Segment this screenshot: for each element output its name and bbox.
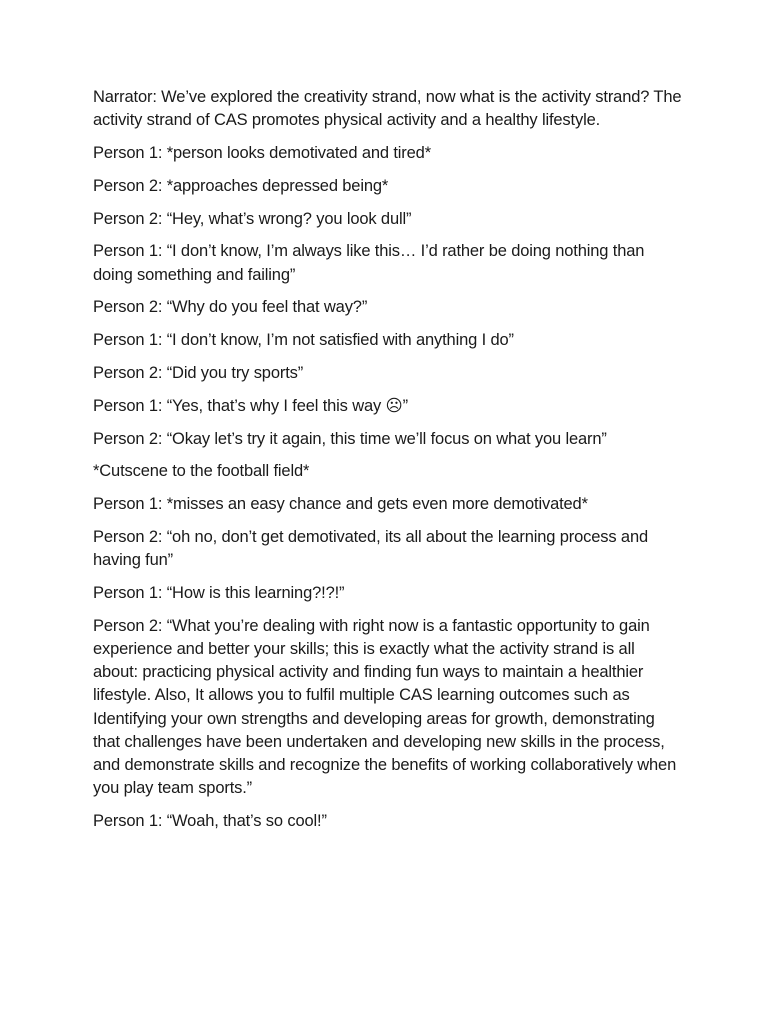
document-body — [93, 86, 683, 843]
dialogue-line: Person 2: “Why do you feel that way?” — [93, 298, 368, 317]
dialogue-line: Person 2: “Did you try sports” — [93, 363, 304, 382]
dialogue-line: Person 2: “oh no, don’t get demotivated, its all about the learning process and having fun” — [93, 527, 649, 570]
dialogue-line: Person 1: *person looks demotivated and tired* — [93, 144, 431, 162]
stage-direction: *Cutscene to the football field* — [93, 462, 310, 481]
narrator-line: Narrator: We’ve explored the creativity strand, now what is the activity strand? The activity strand of CAS promotes physical activity and a healthy lifestyle. — [93, 88, 682, 130]
dialogue-line: Person 2: “Hey, what’s wrong? you look dull” — [93, 209, 412, 228]
dialogue-line: Person 1: “Woah, that’s so cool!” — [93, 811, 327, 830]
dialogue-line: Person 2: “What you’re dealing with right now is a fantastic opportunity to gain experience and better your skills; this is exactly what the activity strand is all about: practicing physical activity and finding fun ways to maintain a healthier lifestyle. Also, It allows you to fulfil multiple CAS learning outcomes such as Identifying your own strengths and developing areas for growth, demonstrating that challenges have been undertaken and developing new skills in the process, and demonstrate skills and recognize the benefits of working collaboratively when you play team sports.” — [93, 616, 677, 798]
dialogue-line: Person 1: “I don’t know, I’m always like this… I’d rather be doing nothing than doing something and failing” — [93, 242, 645, 284]
dialogue-line: Person 2: *approaches depressed being* — [93, 176, 389, 195]
dialogue-line: Person 1: “How is this learning?!?!” — [93, 583, 345, 602]
dialogue-line: Person 1: “Yes, that’s why I feel this way ☹” — [93, 396, 408, 415]
dialogue-line: Person 1: “I don’t know, I’m not satisfied with anything I do” — [93, 331, 514, 350]
dialogue-line: Person 1: *misses an easy chance and gets even more demotivated* — [93, 495, 588, 514]
dialogue-line: Person 2: “Okay let’s try it again, this time we’ll focus on what you learn” — [93, 429, 607, 448]
